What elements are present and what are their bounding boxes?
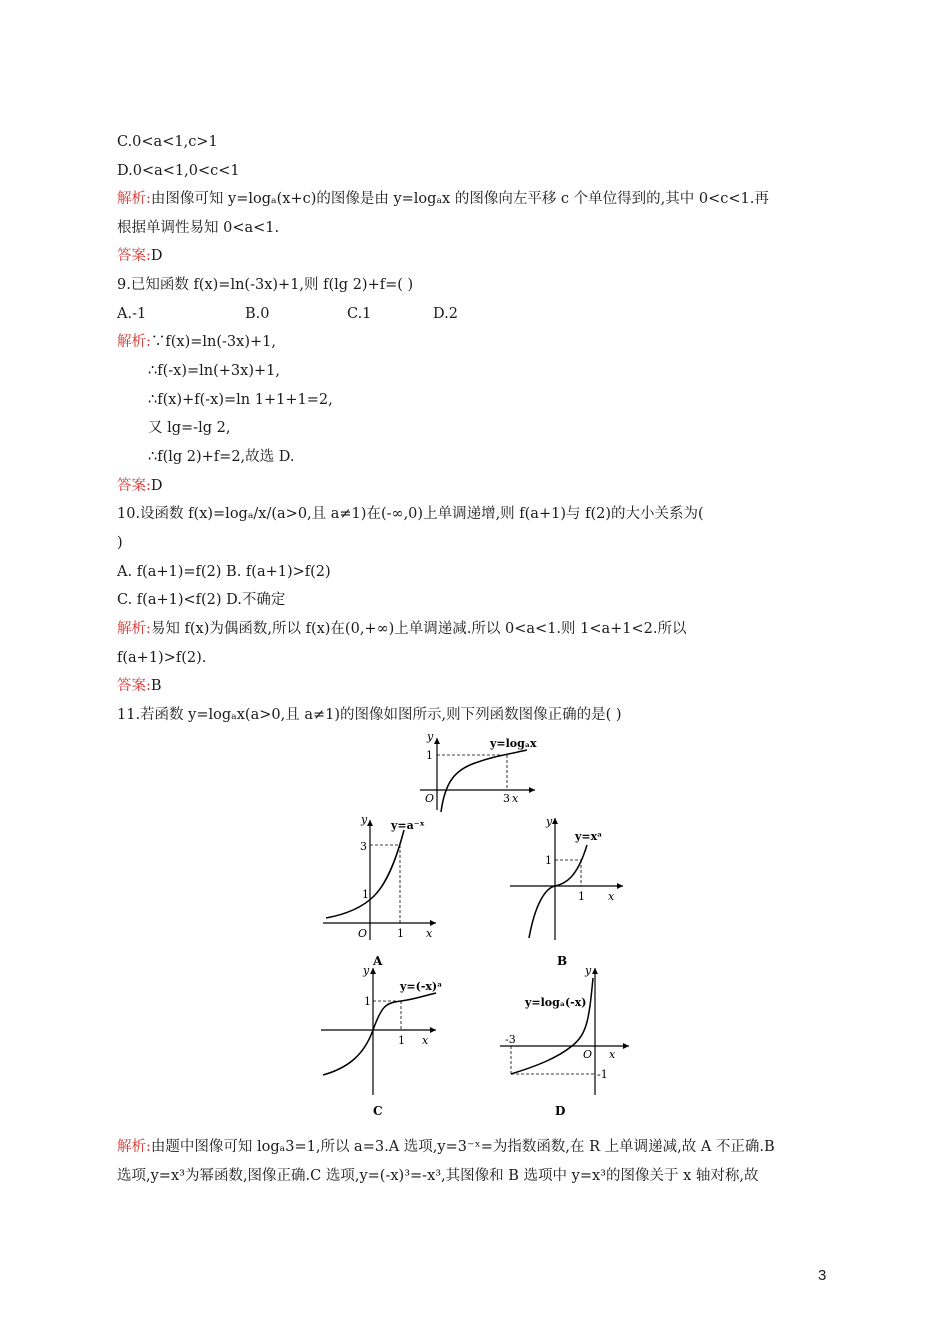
option-c: C.1: [347, 306, 372, 322]
y-tick-label: 1: [426, 749, 433, 762]
x-tick-label: 1: [397, 927, 404, 940]
x-axis-label: x: [426, 927, 433, 940]
analysis-text: 由图像可知 y=logₐ(x+c)的图像是由 y=logₐx 的图像向左平移 c 个单位得到的,其中 0<c<1.再: [150, 191, 769, 207]
analysis-11-line1: [117, 1137, 775, 1157]
function-label: y=(-x)ᵃ: [400, 980, 443, 993]
question-10-options-cd: C. f(a+1)<f(2) D.不确定: [117, 592, 286, 608]
analysis-9-line4: 又 lg=-lg 2,: [148, 420, 231, 436]
answer-10: [117, 676, 162, 696]
x-axis-label: x: [422, 1034, 429, 1047]
page-number: 3: [818, 1267, 827, 1284]
answer-9: [117, 476, 163, 496]
function-label: y=xᵃ: [575, 830, 603, 843]
question-10: 10.设函数 f(x)=logₐ/x/(a>0,且 a≠1)在(-∞,0)上单调递增,则 f(a+1)与 f(2)的大小关系为(: [117, 506, 704, 522]
analysis-label: 解析:: [117, 621, 151, 637]
origin-label: O: [583, 1048, 593, 1061]
question-9-options: [117, 304, 458, 324]
analysis-9-line1: [117, 332, 276, 352]
analysis-8-line1: [117, 189, 769, 209]
y-tick-top: 3: [360, 840, 367, 853]
question-10-cont: ): [117, 535, 123, 551]
analysis-9-line2: ∴f(-x)=ln(+3x)+1,: [148, 363, 280, 379]
analysis-11-line2: 选项,y=x³为幂函数,图像正确.C 选项,y=(-x)³=-x³,其图像和 B 选项中 y=x³的图像关于 x 轴对称,故: [117, 1168, 759, 1184]
answer-label: 答案:: [117, 478, 151, 494]
answer-value: D: [150, 478, 163, 494]
answer-label: 答案:: [117, 248, 151, 264]
question-9: 9.已知函数 f(x)=ln(-3x)+1,则 f(lg 2)+f=( ): [117, 277, 414, 293]
analysis-9-line3: ∴f(x)+f(-x)=ln 1+1+1=2,: [148, 392, 333, 408]
origin-label: O: [425, 792, 435, 805]
y-axis-label: y: [363, 964, 370, 977]
figure-a: [318, 810, 443, 970]
figure-b: [505, 810, 630, 970]
x-axis-label: x: [608, 890, 615, 903]
function-label: y=a⁻ˣ: [391, 819, 425, 832]
figure-main: [415, 730, 540, 815]
analysis-text: 易知 f(x)为偶函数,所以 f(x)在(0,+∞)上单调递减.所以 0<a<1.则 1<a+1<2.所以: [150, 621, 687, 637]
question-10-options-ab: A. f(a+1)=f(2) B. f(a+1)>f(2): [117, 564, 331, 580]
y-tick-mid: 1: [362, 888, 369, 901]
y-axis-label: y: [585, 964, 592, 977]
analysis-9-line5: ∴f(lg 2)+f=2,故选 D.: [148, 449, 295, 465]
analysis-8-line2: 根据单调性易知 0<a<1.: [117, 220, 280, 236]
option-a: A.-1: [117, 306, 147, 322]
answer-8: [117, 246, 163, 266]
figure-label: D: [555, 1104, 566, 1118]
origin-label: O: [358, 927, 368, 940]
function-label: y=logₐ(-x): [525, 996, 587, 1009]
y-axis-label: y: [546, 815, 553, 828]
figure-label: A: [373, 954, 383, 968]
y-tick-label: 1: [364, 995, 371, 1008]
x-axis-label: x: [609, 1048, 616, 1061]
option-b: B.0: [245, 306, 270, 322]
option-d: D.2: [433, 306, 458, 322]
analysis-text: 由题中图像可知 logₐ3=1,所以 a=3.A 选项,y=3⁻ˣ=为指数函数,在 R 上单调递减,故 A 不正确.B: [150, 1139, 775, 1155]
analysis-10-line1: [117, 619, 687, 639]
figure-label: C: [373, 1104, 383, 1118]
answer-value: D: [150, 248, 163, 264]
option-c-prev: C.0<a<1,c>1: [117, 134, 218, 150]
analysis-text: ∵f(x)=ln(-3x)+1,: [150, 334, 276, 350]
x-tick-label: 3: [503, 792, 510, 805]
answer-value: B: [150, 678, 162, 694]
analysis-label: 解析:: [117, 334, 151, 350]
analysis-label: 解析:: [117, 191, 151, 207]
x-tick-label: -3: [505, 1033, 516, 1046]
y-axis-label: y: [427, 730, 434, 743]
answer-label: 答案:: [117, 678, 151, 694]
figure-c: [318, 960, 453, 1120]
function-label: y=logₐx: [490, 737, 537, 750]
figure-label: B: [557, 954, 568, 968]
figure-d: [497, 960, 637, 1120]
y-tick-label: -1: [597, 1068, 608, 1081]
x-axis-label: x: [512, 792, 519, 805]
y-axis-label: y: [361, 813, 368, 826]
option-d-prev: D.0<a<1,0<c<1: [117, 163, 240, 179]
x-tick-label: 1: [578, 890, 585, 903]
analysis-label: 解析:: [117, 1139, 151, 1155]
question-11: 11.若函数 y=logₐx(a>0,且 a≠1)的图像如图所示,则下列函数图像正确的是( ): [117, 707, 622, 723]
x-tick-label: 1: [398, 1034, 405, 1047]
analysis-10-line2: f(a+1)>f(2).: [117, 650, 207, 666]
y-tick-label: 1: [545, 854, 552, 867]
